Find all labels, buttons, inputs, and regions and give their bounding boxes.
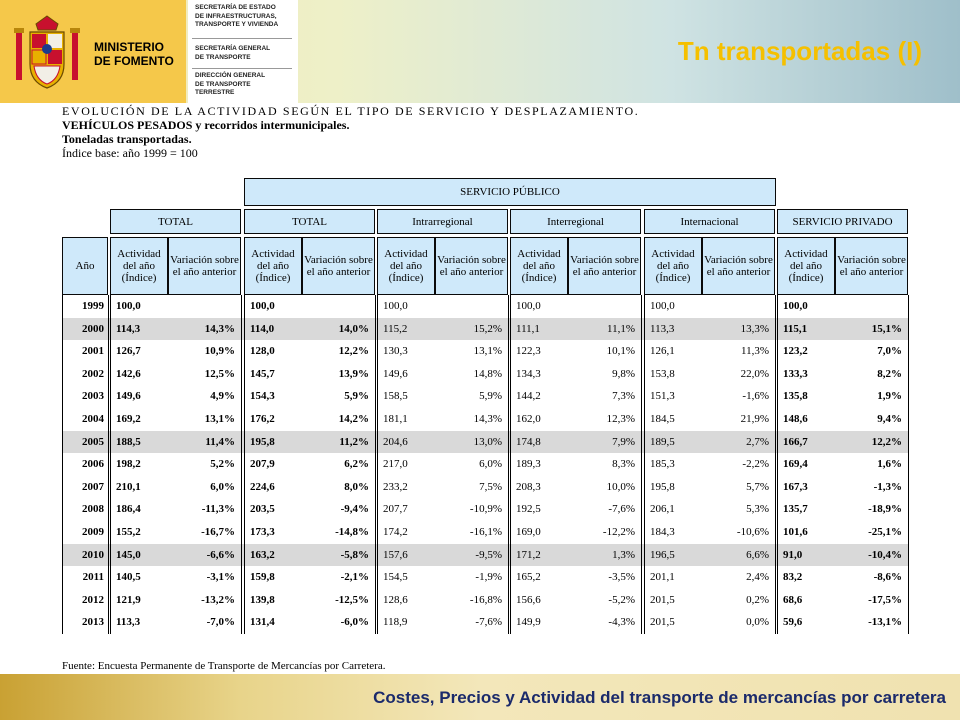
variation-cell: 6,2% xyxy=(344,458,369,471)
activity-cell: 154,5 xyxy=(383,571,408,584)
variation-cell: 10,1% xyxy=(606,345,635,358)
source-note: Fuente: Encuesta Permanente de Transporte de Mercancías por Carretera. xyxy=(62,660,386,672)
activity-cell: 140,5 xyxy=(116,571,141,584)
activity-cell: 159,8 xyxy=(250,571,275,584)
column-divider xyxy=(241,295,242,634)
column-divider xyxy=(108,295,109,634)
variation-cell: -16,8% xyxy=(469,593,502,606)
variation-cell: 11,1% xyxy=(606,322,635,335)
variation-cell: 4,9% xyxy=(210,390,235,403)
secretariat-state xyxy=(195,4,278,30)
variation-cell: 1,9% xyxy=(877,390,902,403)
activity-cell: 155,2 xyxy=(116,526,141,538)
activity-cell: 192,5 xyxy=(516,503,541,516)
variation-cell: -3,1% xyxy=(206,571,235,584)
variation-cell: 14,8% xyxy=(473,367,502,380)
variation-cell: 7,0% xyxy=(877,345,902,358)
variation-cell: 2,7% xyxy=(746,435,769,448)
year-cell: 1999 xyxy=(82,300,104,312)
variation-cell: 0,2% xyxy=(746,593,769,606)
secretariat-general xyxy=(195,45,270,62)
ministry-name xyxy=(94,40,174,68)
variation-cell xyxy=(702,295,769,318)
column-divider xyxy=(510,295,511,634)
section-header: Interregional xyxy=(510,209,641,234)
variation-cell: -1,3% xyxy=(873,480,902,493)
activity-cell: 131,4 xyxy=(250,616,275,629)
section-header: Intrarregional xyxy=(377,209,508,234)
table-heading xyxy=(62,104,639,160)
year-cell: 2007 xyxy=(82,480,104,493)
divider xyxy=(192,38,292,39)
variation-cell: 12,3% xyxy=(606,413,635,425)
activity-cell: 201,5 xyxy=(650,593,675,606)
activity-cell: 167,3 xyxy=(783,480,808,493)
variation-cell: -10,9% xyxy=(469,503,502,516)
activity-cell: 158,5 xyxy=(383,390,408,403)
variation-cell: 0,0% xyxy=(746,616,769,629)
activity-cell: 203,5 xyxy=(250,503,275,516)
variation-cell: -25,1% xyxy=(868,526,902,538)
activity-cell: 207,9 xyxy=(250,458,275,471)
activity-cell: 91,0 xyxy=(783,548,803,561)
year-header: Año xyxy=(62,237,108,295)
variation-cell: 7,5% xyxy=(479,480,502,493)
variation-cell: 8,3% xyxy=(612,458,635,471)
activity-cell: 169,4 xyxy=(783,458,808,471)
activity-cell: 100,0 xyxy=(383,300,408,312)
variation-cell: -1,9% xyxy=(475,571,502,584)
section-header: SERVICIO PRIVADO xyxy=(777,209,908,234)
variation-subheader: Variación sobre el año anterior xyxy=(835,237,908,295)
activity-cell: 83,2 xyxy=(783,571,803,584)
activity-cell: 157,6 xyxy=(383,548,408,561)
variation-cell: -12,5% xyxy=(335,593,369,606)
activity-cell: 134,3 xyxy=(516,367,541,380)
variation-cell: -2,1% xyxy=(340,571,369,584)
activity-cell: 135,8 xyxy=(783,390,808,403)
variation-cell: 14,2% xyxy=(338,413,369,425)
activity-cell: 189,5 xyxy=(650,435,675,448)
variation-cell: 6,0% xyxy=(210,480,235,493)
activity-cell: 174,8 xyxy=(516,435,541,448)
year-cell: 2004 xyxy=(82,413,104,425)
slide-title: Tn transportadas (I) xyxy=(677,36,922,66)
column-divider xyxy=(508,295,509,634)
activity-cell: 149,6 xyxy=(116,390,141,403)
activity-cell: 100,0 xyxy=(650,300,675,312)
activity-cell: 189,3 xyxy=(516,458,541,471)
variation-cell: -3,5% xyxy=(608,571,635,584)
year-cell: 2005 xyxy=(82,435,104,448)
activity-cell: 149,6 xyxy=(383,367,408,380)
variation-cell: 14,3% xyxy=(204,322,235,335)
variation-cell: 9,8% xyxy=(612,367,635,380)
year-cell: 2000 xyxy=(82,322,104,335)
variation-cell: 14,3% xyxy=(473,413,502,425)
activity-cell: 100,0 xyxy=(783,300,808,312)
activity-cell: 196,5 xyxy=(650,548,675,561)
column-divider xyxy=(775,295,776,634)
column-divider xyxy=(244,295,245,634)
coat-of-arms-icon xyxy=(12,14,82,92)
variation-cell: -10,6% xyxy=(736,526,769,538)
variation-cell: 5,2% xyxy=(210,458,235,471)
activity-cell: 148,6 xyxy=(783,413,808,425)
secretariats-panel xyxy=(188,0,298,103)
variation-cell: -4,3% xyxy=(608,616,635,629)
activity-cell: 233,2 xyxy=(383,480,408,493)
variation-cell xyxy=(302,295,369,318)
variation-cell: 12,5% xyxy=(204,367,235,380)
activity-cell: 139,8 xyxy=(250,593,275,606)
activity-cell: 207,7 xyxy=(383,503,408,516)
secretariat-general-line2: DE TRANSPORTE xyxy=(195,53,251,61)
activity-cell: 186,4 xyxy=(116,503,141,516)
divider xyxy=(192,68,292,69)
activity-cell: 185,3 xyxy=(650,458,675,471)
activity-cell: 184,5 xyxy=(650,413,675,425)
activity-cell: 126,1 xyxy=(650,345,675,358)
directorate-general-line2: DE TRANSPORTE xyxy=(195,80,251,88)
activity-cell: 100,0 xyxy=(516,300,541,312)
variation-cell: -13,2% xyxy=(201,593,235,606)
variation-cell: 7,3% xyxy=(612,390,635,403)
activity-cell: 224,6 xyxy=(250,480,275,493)
activity-cell: 176,2 xyxy=(250,413,275,425)
variation-cell: 21,9% xyxy=(740,413,769,425)
variation-cell: 12,2% xyxy=(338,345,369,358)
activity-cell: 114,0 xyxy=(250,322,275,335)
variation-cell: -14,8% xyxy=(335,526,369,538)
variation-cell: -16,1% xyxy=(469,526,502,538)
activity-cell: 217,0 xyxy=(383,458,408,471)
variation-cell: 5,7% xyxy=(746,480,769,493)
secretariat-state-line2: DE INFRAESTRUCTURAS, xyxy=(195,12,277,20)
variation-cell xyxy=(435,295,502,318)
column-divider xyxy=(377,295,378,634)
heading-line1: EVOLUCIÓN DE LA ACTIVIDAD SEGÚN EL TIPO DE SERVICIO Y DESPLAZAMIENTO. xyxy=(62,104,640,118)
variation-cell: -9,4% xyxy=(340,503,369,516)
variation-cell: -12,2% xyxy=(602,526,635,538)
activity-cell: 195,8 xyxy=(650,480,675,493)
column-divider xyxy=(777,295,778,634)
variation-cell: 2,4% xyxy=(746,571,769,584)
ministry-name-line2: DE FOMENTO xyxy=(94,54,174,68)
activity-cell: 118,9 xyxy=(383,616,408,629)
variation-cell: -9,5% xyxy=(475,548,502,561)
activity-cell: 145,0 xyxy=(116,548,141,561)
activity-cell: 156,6 xyxy=(516,593,541,606)
year-cell: 2009 xyxy=(82,526,104,538)
variation-subheader: Variación sobre el año anterior xyxy=(302,237,375,295)
variation-cell: 13,9% xyxy=(338,367,369,380)
activity-cell: 122,3 xyxy=(516,345,541,358)
variation-cell xyxy=(168,295,235,318)
activity-cell: 133,3 xyxy=(783,367,808,380)
variation-subheader: Variación sobre el año anterior xyxy=(168,237,241,295)
secretariat-general-line1: SECRETARÍA GENERAL xyxy=(195,45,271,52)
activity-cell: 154,3 xyxy=(250,390,275,403)
variation-cell: -18,9% xyxy=(868,503,902,516)
variation-cell: 13,3% xyxy=(740,322,769,335)
column-divider xyxy=(641,295,642,634)
activity-cell: 208,3 xyxy=(516,480,541,493)
activity-cell: 100,0 xyxy=(250,300,275,312)
activity-cell: 210,1 xyxy=(116,480,141,493)
column-divider xyxy=(375,295,376,634)
activity-cell: 111,1 xyxy=(516,322,540,335)
activity-subheader: Actividad del año (Índice) xyxy=(244,237,302,295)
variation-subheader: Variación sobre el año anterior xyxy=(568,237,641,295)
footer-title: Costes, Precios y Actividad del transporte de mercancías por carretera xyxy=(373,688,946,707)
variation-cell xyxy=(568,295,635,318)
variation-cell: 14,0% xyxy=(338,322,369,335)
secretariat-state-line1: SECRETARÍA DE ESTADO xyxy=(195,4,276,11)
activity-cell: 201,1 xyxy=(650,571,675,584)
activity-cell: 113,3 xyxy=(650,322,675,335)
directorate-general-line3: TERRESTRE xyxy=(195,89,235,96)
section-header: TOTAL xyxy=(110,209,241,234)
heading-line4: Índice base: año 1999 = 100 xyxy=(62,146,198,160)
column-divider xyxy=(908,295,909,634)
activity-cell: 204,6 xyxy=(383,435,408,448)
column-divider xyxy=(110,295,111,634)
variation-cell: 13,1% xyxy=(204,413,235,425)
activity-cell: 59,6 xyxy=(783,616,803,629)
activity-cell: 123,2 xyxy=(783,345,808,358)
directorate-general xyxy=(195,72,265,98)
activity-cell: 144,2 xyxy=(516,390,541,403)
activity-cell: 173,3 xyxy=(250,526,275,538)
activity-cell: 128,6 xyxy=(383,593,408,606)
activity-cell: 115,1 xyxy=(783,322,808,335)
section-header: TOTAL xyxy=(244,209,375,234)
activity-cell: 171,2 xyxy=(516,548,541,561)
variation-cell xyxy=(835,295,902,318)
ministry-logo-block xyxy=(0,0,186,103)
variation-cell: 13,1% xyxy=(473,345,502,358)
variation-cell: -5,2% xyxy=(608,593,635,606)
activity-cell: 113,3 xyxy=(116,616,141,629)
variation-cell: -1,6% xyxy=(742,390,769,403)
activity-cell: 121,9 xyxy=(116,593,141,606)
heading-line2: VEHÍCULOS PESADOS y recorridos intermunicipales. xyxy=(62,118,350,132)
activity-cell: 201,5 xyxy=(650,616,675,629)
slide-header xyxy=(0,0,960,103)
variation-cell: -6,6% xyxy=(206,548,235,561)
variation-cell: 11,3% xyxy=(740,345,769,358)
activity-cell: 169,0 xyxy=(516,526,541,538)
activity-subheader: Actividad del año (Índice) xyxy=(644,237,702,295)
column-divider xyxy=(62,295,63,634)
activity-cell: 198,2 xyxy=(116,458,141,471)
activity-cell: 153,8 xyxy=(650,367,675,380)
variation-cell: 8,0% xyxy=(344,480,369,493)
activity-cell: 128,0 xyxy=(250,345,275,358)
activity-cell: 163,2 xyxy=(250,548,275,561)
variation-cell: -17,5% xyxy=(868,593,902,606)
activity-cell: 181,1 xyxy=(383,413,408,425)
variation-cell: -7,6% xyxy=(608,503,635,516)
variation-subheader: Variación sobre el año anterior xyxy=(435,237,508,295)
secretariat-state-line3: TRANSPORTE Y VIVIENDA xyxy=(195,21,279,28)
variation-cell: -2,2% xyxy=(742,458,769,471)
slide-footer xyxy=(0,674,960,720)
variation-cell: 22,0% xyxy=(740,367,769,380)
activity-cell: 130,3 xyxy=(383,345,408,358)
activity-cell: 142,6 xyxy=(116,367,141,380)
activity-cell: 126,7 xyxy=(116,345,141,358)
activity-cell: 151,3 xyxy=(650,390,675,403)
activity-subheader: Actividad del año (Índice) xyxy=(377,237,435,295)
variation-cell: 15,1% xyxy=(871,322,902,335)
year-cell: 2006 xyxy=(82,458,104,471)
variation-subheader: Variación sobre el año anterior xyxy=(702,237,775,295)
variation-cell: -7,0% xyxy=(206,616,235,629)
activity-cell: 174,2 xyxy=(383,526,408,538)
variation-cell: 5,3% xyxy=(746,503,769,516)
activity-cell: 184,3 xyxy=(650,526,675,538)
variation-cell: 10,9% xyxy=(204,345,235,358)
activity-cell: 149,9 xyxy=(516,616,541,629)
variation-cell: -10,4% xyxy=(868,548,902,561)
variation-cell: -11,3% xyxy=(201,503,235,516)
activity-cell: 162,0 xyxy=(516,413,541,425)
activity-cell: 101,6 xyxy=(783,526,808,538)
activity-subheader: Actividad del año (Índice) xyxy=(110,237,168,295)
variation-cell: -8,6% xyxy=(873,571,902,584)
variation-cell: 7,9% xyxy=(612,435,635,448)
activity-cell: 206,1 xyxy=(650,503,675,516)
year-cell: 2002 xyxy=(82,367,104,380)
activity-subheader: Actividad del año (Índice) xyxy=(777,237,835,295)
year-cell: 2012 xyxy=(82,593,104,606)
year-cell: 2003 xyxy=(82,390,104,403)
variation-cell: 6,0% xyxy=(479,458,502,471)
variation-cell: 5,9% xyxy=(479,390,502,403)
variation-cell: 11,2% xyxy=(339,435,369,448)
variation-cell: 1,6% xyxy=(877,458,902,471)
year-cell: 2011 xyxy=(82,571,104,584)
activity-cell: 115,2 xyxy=(383,322,408,335)
directorate-general-line1: DIRECCIÓN GENERAL xyxy=(195,72,266,79)
activity-cell: 165,2 xyxy=(516,571,541,584)
year-cell: 2001 xyxy=(82,345,104,358)
variation-cell: 9,4% xyxy=(877,413,902,425)
year-cell: 2013 xyxy=(82,616,104,629)
variation-cell: -13,1% xyxy=(868,616,902,629)
activity-subheader: Actividad del año (Índice) xyxy=(510,237,568,295)
year-cell: 2010 xyxy=(82,548,104,561)
activity-cell: 100,0 xyxy=(116,300,141,312)
variation-cell: 15,2% xyxy=(473,322,502,335)
column-divider xyxy=(644,295,645,634)
section-header: Internacional xyxy=(644,209,775,234)
heading-line3: Toneladas transportadas. xyxy=(62,132,192,146)
ministry-name-line1: MINISTERIO xyxy=(94,40,165,54)
variation-cell: -5,8% xyxy=(340,548,369,561)
activity-cell: 135,7 xyxy=(783,503,808,516)
activity-cell: 169,2 xyxy=(116,413,141,425)
activity-cell: 145,7 xyxy=(250,367,275,380)
activity-cell: 166,7 xyxy=(783,435,808,448)
variation-cell: 5,9% xyxy=(344,390,369,403)
activity-cell: 68,6 xyxy=(783,593,803,606)
variation-cell: -16,7% xyxy=(201,526,235,538)
variation-cell: 6,6% xyxy=(746,548,769,561)
service-public-header: SERVICIO PÚBLICO xyxy=(244,178,776,206)
variation-cell: 13,0% xyxy=(473,435,502,448)
activity-cell: 195,8 xyxy=(250,435,275,448)
variation-cell: 11,4% xyxy=(205,435,235,448)
variation-cell: 1,3% xyxy=(612,548,635,561)
variation-cell: -6,0% xyxy=(340,616,369,629)
variation-cell: 12,2% xyxy=(871,435,902,448)
variation-cell: -7,6% xyxy=(475,616,502,629)
activity-cell: 188,5 xyxy=(116,435,141,448)
year-cell: 2008 xyxy=(82,503,104,516)
variation-cell: 10,0% xyxy=(606,480,635,493)
variation-cell: 8,2% xyxy=(877,367,902,380)
activity-cell: 114,3 xyxy=(116,322,141,335)
